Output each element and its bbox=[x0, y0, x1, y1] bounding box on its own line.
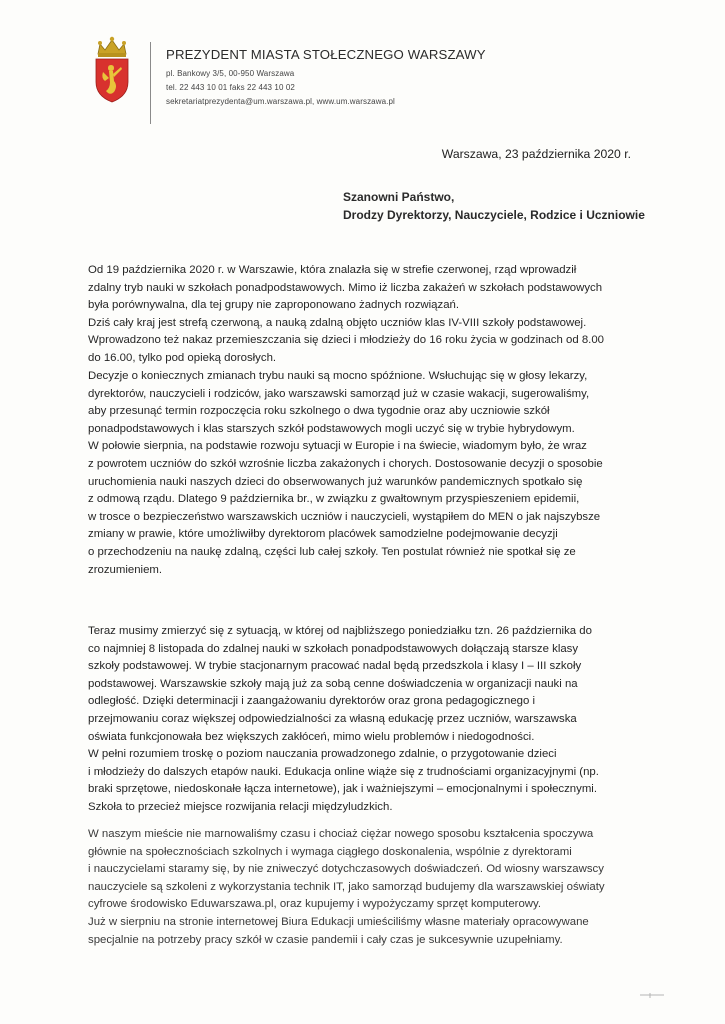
text-line: zmiany w prawie, które umożliwiłby dyrektorom placówek samodzielne podejmowanie decyzji bbox=[88, 528, 558, 541]
text-line: Wprowadzono też nakaz przemieszczania się dzieci i młodzieży do 16 roku życia w godzinach od 8.00 bbox=[88, 334, 604, 347]
text-line: dyrektorów, nauczycieli i rodziców, jako warszawski samorząd już w czasie wakacji, sugerowaliśmy, bbox=[88, 387, 590, 400]
text-line: zdalny tryb nauki w szkołach ponadpodstawowych. Mimo iż liczba zakażeń w szkołach podstawowych bbox=[88, 281, 603, 294]
text-line: cyfrowe środowisko Eduwarszawa.pl, oraz kupujemy i wypożyczamy sprzęt komputerowy. bbox=[88, 898, 542, 911]
text-line: i nauczycielami staramy się, by nie zniweczyć dotychczasowych doświadczeń. Od wiosny warszawscy bbox=[88, 863, 604, 876]
warsaw-coat-of-arms-icon bbox=[92, 34, 132, 104]
paragraph-1 bbox=[88, 262, 604, 368]
text-line: podstawowej. Warszawskie szkoły mają już za sobą cenne doświadczenia w organizacji nauki na bbox=[88, 677, 578, 690]
text-line: ponadpodstawowych i klas starszych szkół podstawowych mogli uczyć się w trybie hybrydowym. bbox=[88, 422, 575, 435]
text-line: specjalnie na potrzeby pracy szkół w czasie pandemii i cały czas je sukcesywnie uzupełniamy. bbox=[88, 933, 563, 946]
text-line: przejmowaniu coraz większej odpowiedzialności za własną edukację przez uczniów, warszawska bbox=[88, 712, 577, 725]
letterhead-address: pl. Bankowy 3/5, 00-950 Warszawa bbox=[166, 69, 295, 78]
letterhead-phone: tel. 22 443 10 01 faks 22 443 10 02 bbox=[166, 83, 295, 92]
text-line: odległość. Dzięki determinacji i zaangażowaniu dyrektorów oraz grona pedagogicznego i bbox=[88, 695, 536, 708]
text-line: W pełni rozumiem troskę o poziom nauczania prowadzonego zdalnie, o przygotowanie dzieci bbox=[88, 748, 557, 761]
text-line: braki sprzętowe, niedoskonałe łącza internetowe), jak i ważniejszymi – emocjonalnymi i społecznymi. bbox=[88, 783, 598, 796]
text-line: z odmową rządu. Dlatego 9 października br., w związku z gwałtownym przyspieszeniem epidemii, bbox=[88, 493, 580, 506]
text-line: w trosce o bezpieczeństwo warszawskich uczniów i nauczycieli, wystąpiłem do MEN o jak najszybsze bbox=[88, 510, 601, 523]
paragraph-3 bbox=[88, 623, 599, 817]
letterhead-contact: sekretariatprezydenta@um.warszawa.pl, www.um.warszawa.pl bbox=[166, 97, 395, 106]
paragraph-2 bbox=[88, 368, 603, 579]
letterhead-divider bbox=[150, 42, 151, 124]
text-line: Szkoła to przecież miejsce rozwijania relacji międzyludzkich. bbox=[88, 800, 393, 813]
salutation-line-1: Szanowni Państwo, bbox=[343, 190, 455, 204]
text-line: zrozumieniem. bbox=[88, 563, 163, 576]
text-line: głównie na społecznościach szkolnych i wymaga ciągłego doskonalenia, wspólnie z dyrektorami bbox=[88, 845, 572, 858]
scan-artifact bbox=[0, 992, 725, 1000]
text-line: Już w sierpniu na stronie internetowej Biura Edukacji umieściliśmy własne materiały opracowywane bbox=[88, 915, 589, 928]
text-line: Decyzje o koniecznych zmianach trybu nauki są mocno spóźnione. Wsłuchując się w głosy lekarzy, bbox=[88, 370, 588, 382]
text-line: Od 19 października 2020 r. w Warszawie, która znalazła się w strefie czerwonej, rząd wprowadził bbox=[88, 264, 577, 276]
text-line: nauczyciele są szkoleni z wykorzystania technik IT, jako samorząd budujemy dla warszawskiej oświaty bbox=[88, 880, 605, 893]
text-line: z powrotem uczniów do szkół wzrośnie liczba zakażonych i chorych. Dostosowanie decyzji o sposobie bbox=[88, 457, 603, 470]
text-line: Teraz musimy zmierzyć się z sytuacją, w której od najbliższego poniedziałku tzn. 26 października do bbox=[88, 625, 592, 637]
text-line: W naszym mieście nie marnowaliśmy czasu i chociaż ciężar nowego sposobu kształcenia spoczywa bbox=[88, 828, 594, 840]
text-line: W połowie sierpnia, na podstawie rozwoju sytuacji w Europie i na świecie, wiadomym było, że wraz bbox=[88, 440, 587, 453]
text-line: oświata funkcjonowała bez większych zakłóceń, mimo wielu problemów i niedogodności. bbox=[88, 730, 535, 743]
text-line: szkoły podstawowej. W trybie stacjonarnym pracować nadal będą przedszkola i klasy I – III szkoły bbox=[88, 660, 582, 673]
text-line: była porównywalna, dla tej grupy nie zaproponowano żadnych rozwiązań. bbox=[88, 299, 460, 312]
salutation-line-2: Drodzy Dyrektorzy, Nauczyciele, Rodzice i Uczniowie bbox=[343, 208, 645, 222]
text-line: o przechodzeniu na naukę zdalną, części lub całej szkoły. Ten postulat również nie spotkał się ze bbox=[88, 545, 576, 558]
letterhead-title: PREZYDENT MIASTA STOŁECZNEGO WARSZAWY bbox=[166, 47, 486, 62]
text-line: Dziś cały kraj jest strefą czerwoną, a nauką zdalną objęto uczniów klas IV-VIII szkoły podstawowej. bbox=[88, 316, 587, 329]
text-line: do 16.00, tylko pod opieką dorosłych. bbox=[88, 351, 277, 364]
text-line: i młodzieży do dalszych etapów nauki. Edukacja online wiąże się z trudnościami organizacyjnymi (np. bbox=[88, 765, 599, 778]
text-line: aby przesunąć termin rozpoczęcia roku szkolnego o dwa tygodnie oraz aby uczniowie szkół bbox=[88, 405, 550, 418]
letter-date: Warszawa, 23 października 2020 r. bbox=[441, 147, 631, 161]
text-line: uruchomienia nauki naszych dzieci do obserwowanych już warunków pandemicznych spotkało się bbox=[88, 475, 583, 488]
paragraph-4 bbox=[88, 826, 605, 949]
text-line: co najmniej 8 listopada do zdalnej nauki w szkołach ponadpodstawowych dołączają starsze klasy bbox=[88, 642, 579, 655]
